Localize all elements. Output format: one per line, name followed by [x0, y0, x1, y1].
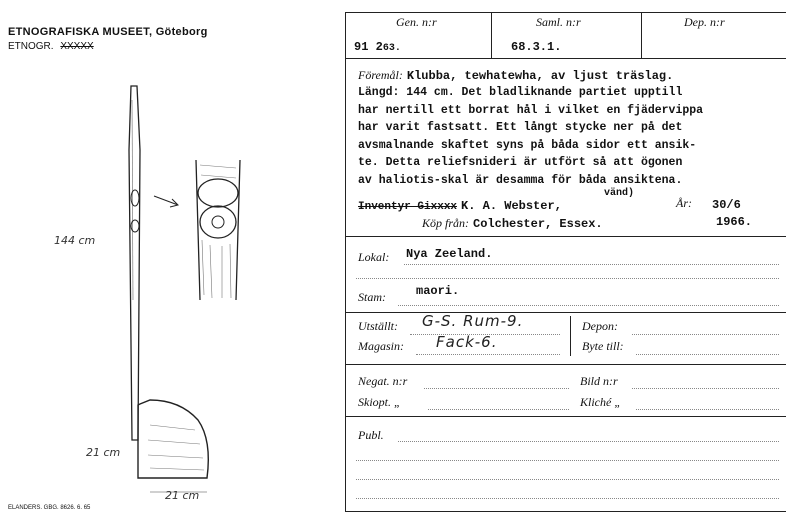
ar-label: År:	[676, 196, 692, 210]
ar-value: 30/6	[712, 198, 741, 212]
bild-label: Bild n:r	[580, 374, 618, 388]
dotted-line	[416, 354, 560, 355]
foremal-label: Föremål:	[358, 68, 403, 82]
description-line: te. Detta reliefsnideri är utfört så att ögonen	[358, 156, 683, 169]
ar-year: 1966.	[716, 215, 753, 229]
kop-line	[422, 214, 603, 232]
kliche-value: „	[614, 395, 622, 409]
height-note: 21 cm	[86, 446, 121, 459]
dotted-line	[632, 334, 779, 335]
byte-label: Byte till:	[582, 339, 624, 353]
vand-note: vänd)	[604, 188, 635, 199]
description-line: av haliotis-skal är desamma för båda ansiktena.	[358, 173, 683, 187]
lokal-label: Lokal:	[358, 250, 390, 264]
skiopt-label: Skiopt.	[358, 395, 391, 409]
gen-label: Gen. n:r	[396, 15, 437, 29]
card-bottom-border	[346, 511, 786, 512]
seller-struck: Inventyr Gixxxx	[358, 201, 458, 213]
magasin-value: Fack-6.	[436, 333, 498, 351]
left-panel	[0, 0, 338, 523]
dotted-line	[356, 498, 779, 499]
dotted-line	[410, 334, 560, 335]
dotted-line	[632, 388, 779, 389]
utstallt-label: Utställt:	[358, 319, 399, 333]
stam-label: Stam:	[358, 290, 386, 304]
width-note: 21 cm	[165, 489, 200, 502]
header-bottom-border	[346, 58, 786, 59]
saml-label: Saml. n:r	[536, 15, 581, 29]
skiopt-value: „	[394, 395, 401, 409]
length-note: 144 cm	[54, 234, 96, 247]
description-line: avsmalnande skaftet syns på båda sidor ett ansik-	[358, 138, 697, 152]
seller-value: K. A. Webster,	[461, 199, 562, 213]
kliche-line	[580, 395, 621, 410]
etnogr-label: ETNOGR.	[8, 41, 54, 52]
catalog-card	[346, 12, 786, 512]
institution-name: ETNOGRAFISKA MUSEET,	[8, 26, 153, 38]
dotted-line	[404, 264, 779, 265]
kop-value: Colchester, Essex.	[473, 217, 603, 231]
gen-sub: 63.	[382, 43, 401, 54]
section-border	[346, 236, 786, 237]
struck-text: XXXXX	[60, 41, 94, 52]
dotted-line	[356, 278, 779, 279]
dep-label: Dep. n:r	[684, 15, 725, 29]
card-top-border	[346, 12, 786, 13]
section-border	[346, 364, 786, 365]
utstallt-value: G-S. Rum-9.	[422, 312, 524, 330]
description-line: har nertill ett borrat hål i vilket en fjädervippa	[358, 103, 704, 117]
dotted-line	[398, 441, 779, 442]
skiopt-line	[358, 395, 401, 410]
dotted-line	[398, 305, 779, 306]
institution-city: Göteborg	[155, 26, 208, 38]
negat-label: Negat. n:r	[358, 374, 408, 388]
dotted-line	[356, 479, 779, 480]
description-block	[358, 84, 703, 189]
club-drawing	[0, 0, 338, 523]
printer-footer: ELANDERS. GBG. 8626. 6. 65	[8, 505, 91, 511]
gen-number	[354, 40, 401, 54]
gen-value: 91 2	[354, 40, 383, 54]
foremal-line	[358, 66, 673, 84]
lokal-value: Nya Zeeland.	[406, 247, 493, 261]
dotted-line	[636, 354, 779, 355]
kop-label: Köp från:	[422, 216, 470, 230]
dotted-line	[428, 409, 569, 410]
magasin-label: Magasin:	[358, 339, 404, 353]
header-divider	[641, 12, 642, 58]
depon-label: Depon:	[582, 319, 618, 333]
seller-line	[358, 196, 562, 214]
dotted-line	[356, 460, 779, 461]
kliche-label: Kliché	[580, 395, 612, 409]
dotted-line	[636, 409, 779, 410]
publ-label: Publ.	[358, 428, 384, 442]
description-line: har varit fastsatt. Ett långt stycke ner på det	[358, 121, 683, 134]
storage-divider	[570, 316, 571, 356]
section-border	[346, 416, 786, 417]
foremal-value: Klubba, tewhatewha, av ljust träslag.	[406, 69, 674, 83]
description-line: Längd: 144 cm. Det bladliknande partiet upptill	[358, 86, 683, 99]
saml-value: 68.3.1.	[511, 40, 562, 54]
header-divider	[491, 12, 492, 58]
stam-value: maori.	[416, 284, 460, 298]
dotted-line	[424, 388, 569, 389]
section-border	[346, 312, 786, 313]
